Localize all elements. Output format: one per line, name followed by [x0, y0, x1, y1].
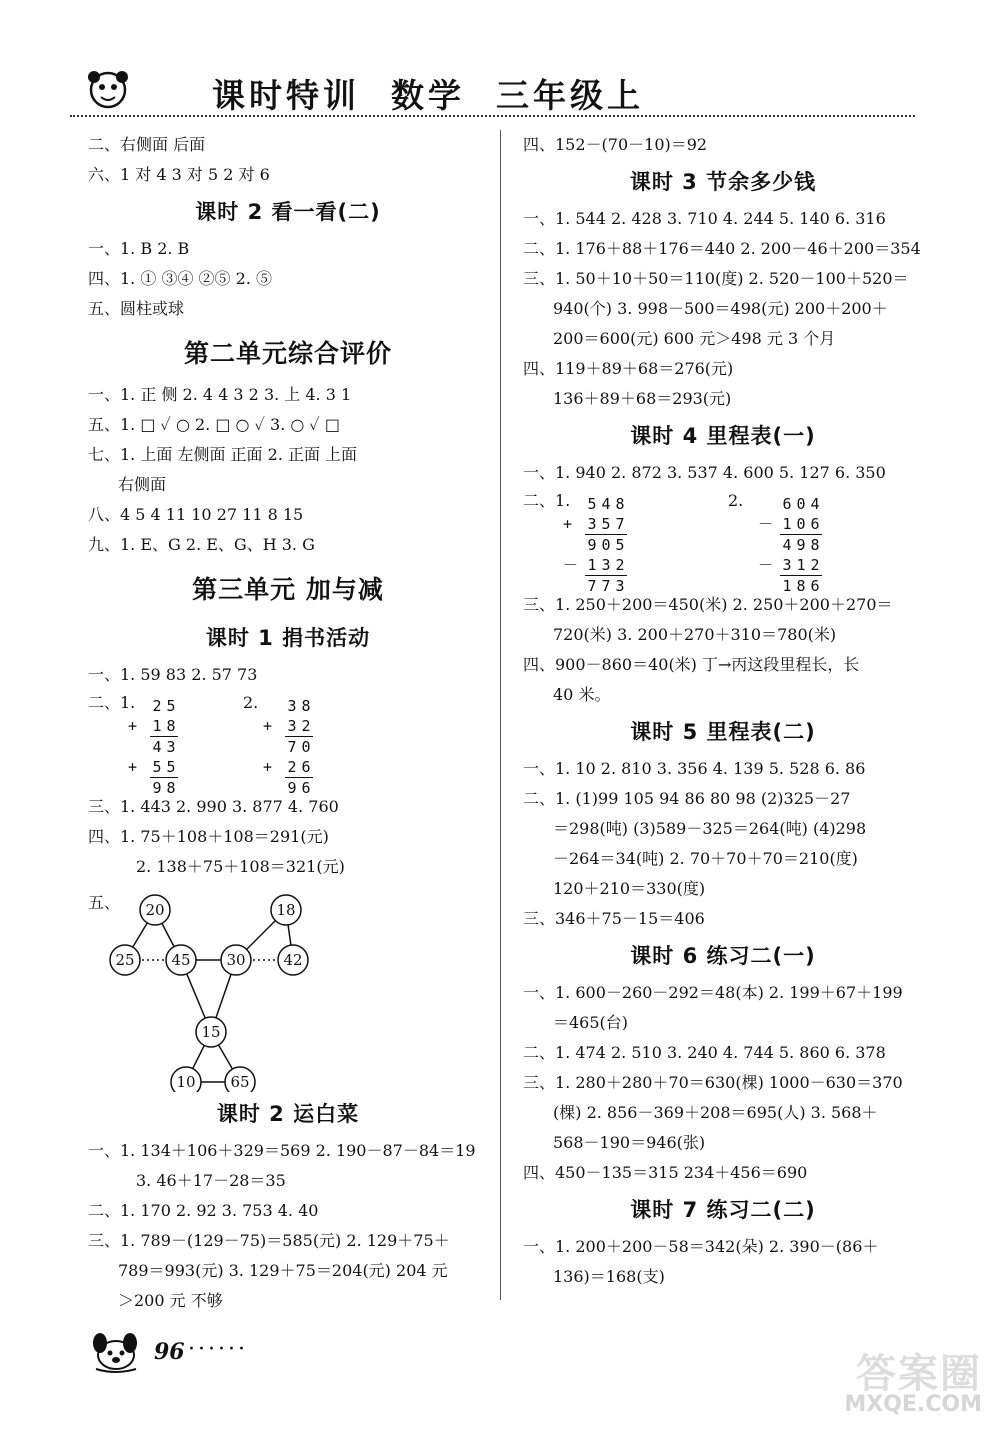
answer-line: 四、450－135＝315 234＋456＝690: [523, 1163, 808, 1182]
answer-line: 四、1. 75＋108＋108＝291(元): [88, 827, 329, 846]
answer-line: 三、346＋75－15＝406: [523, 909, 705, 928]
vertical-calculation: 2 5 + 1 8 4 3 + 5 5 9 8: [128, 696, 178, 798]
answer-line: 136)＝168(支): [553, 1267, 665, 1286]
answer-line: 五、1. □ ✓ ○ 2. □ ○ ✓ 3. ○ ✓ □: [88, 415, 340, 434]
lesson-heading: 课时 3 节余多少钱: [629, 170, 817, 194]
mascot-icon: [85, 66, 131, 112]
vertical-calculation: 6 0 4 － 1 0 6 4 9 8 － 3 1 2 1 8 6: [758, 494, 822, 596]
calc-label: 二、1.: [523, 491, 571, 510]
page-header: [70, 60, 930, 120]
answer-line: 3. 46＋17－28＝35: [136, 1171, 286, 1190]
left-column: [88, 130, 488, 1316]
vertical-calculation: 3 8 + 3 2 7 0 + 2 6 9 6: [263, 696, 313, 798]
answer-line: 二、1. 170 2. 92 3. 753 4. 40: [88, 1201, 319, 1220]
number-triangle-diagram: [88, 882, 488, 1092]
answer-line: 四、1. ① ③④ ②⑤ 2. ⑤: [88, 269, 272, 288]
right-column: [523, 130, 923, 1292]
lesson-heading: 课时 7 练习二(二): [630, 1198, 816, 1222]
answer-line: 2. 138＋75＋108＝321(元): [136, 857, 345, 876]
watermark: [820, 1340, 990, 1425]
page-title: 课时特训 数学 三年级上: [212, 76, 644, 115]
answer-line: 三、1. 280＋280＋70＝630(棵) 1000－630＝370: [523, 1073, 903, 1092]
calc-label: 二、1.: [88, 693, 136, 712]
vertical-calc-row: [88, 690, 488, 797]
answer-line: －264＝34(吨) 2. 70＋70＋70＝210(度): [553, 849, 858, 868]
node-value: 65: [230, 1073, 250, 1091]
header-rule: [70, 115, 915, 117]
answer-line: 二、1. (1)99 105 94 86 80 98 (2)325－27: [523, 789, 851, 808]
answer-line: 三、1. 443 2. 990 3. 877 4. 760: [88, 797, 339, 816]
answer-line: 一、1. 544 2. 428 3. 710 4. 244 5. 140 6. 316: [523, 209, 886, 228]
answer-line: 120＋210＝330(度): [553, 879, 706, 898]
page-footer: [88, 1325, 328, 1375]
answer-line: ＞200 元 不够: [118, 1291, 223, 1310]
calc-label: 2.: [728, 491, 744, 510]
node-value: 20: [145, 901, 165, 919]
answer-line: 右侧面: [118, 475, 167, 494]
diagram-label: 五、: [88, 893, 121, 912]
answer-line: ＝298(吨) (3)589－325＝264(吨) (4)298: [553, 819, 867, 838]
answer-line: 789＝993(元) 3. 129＋75＝204(元) 204 元: [118, 1261, 448, 1280]
page-dots: ······: [188, 1337, 248, 1362]
answer-line: 一、1. 600－260－292＝48(本) 2. 199＋67＋199: [523, 983, 903, 1002]
vertical-calculation: 5 4 8 + 3 5 7 9 0 5 － 1 3 2 7 7 3: [563, 494, 627, 596]
answer-line: 三、1. 50＋10＋50＝110(度) 2. 520－100＋520＝: [523, 269, 909, 288]
answer-line: 四、119＋89＋68＝276(元): [523, 359, 734, 378]
watermark-logo: 答案圈: [856, 1351, 982, 1397]
unit-heading: 第三单元 加与减: [192, 575, 384, 604]
lesson-heading: 课时 5 里程表(二): [630, 720, 816, 744]
answer-line: 200＝600(元) 600 元＞498 元 3 个月: [553, 329, 836, 348]
answer-line: ＝465(台): [553, 1013, 629, 1032]
answer-line: 三、1. 789－(129－75)＝585(元) 2. 129＋75＋: [88, 1231, 450, 1250]
node-value: 45: [171, 951, 191, 969]
answer-line: 二、1. 474 2. 510 3. 240 4. 744 5. 860 6. 378: [523, 1043, 886, 1062]
node-value: 30: [226, 951, 246, 969]
answer-line: 一、1. 134＋106＋329＝569 2. 190－87－84＝19: [88, 1141, 476, 1160]
calc-label: 2.: [243, 693, 259, 712]
answer-line: 940(个) 3. 998－500＝498(元) 200＋200＋: [553, 299, 888, 318]
answer-line: 一、1. B 2. B: [88, 239, 190, 258]
watermark-url: MXQE.COM: [844, 1392, 982, 1417]
answer-line: 40 米。: [553, 685, 611, 704]
answer-line: 一、1. 正 侧 2. 4 4 3 2 3. 上 4. 3 1: [88, 385, 352, 404]
lesson-heading: 课时 2 看一看(二): [195, 200, 381, 224]
column-divider: [500, 130, 501, 1300]
answer-line: 一、1. 200＋200－58＝342(朵) 2. 390－(86＋: [523, 1237, 879, 1256]
answer-line: 四、152－(70－10)＝92: [523, 135, 708, 154]
answer-line: 二、右侧面 后面: [88, 135, 206, 154]
lesson-heading: 课时 6 练习二(一): [630, 944, 816, 968]
node-value: 42: [283, 951, 303, 969]
answer-line: (棵) 2. 856－369＋208＝695(人) 3. 568＋: [553, 1103, 878, 1122]
node-value: 15: [201, 1023, 221, 1041]
answer-line: 七、1. 上面 左侧面 正面 2. 正面 上面: [88, 445, 358, 464]
unit-heading: 第二单元综合评价: [183, 339, 392, 368]
answer-line: 136＋89＋68＝293(元): [553, 389, 732, 408]
lesson-heading: 课时 1 捐书活动: [205, 626, 371, 650]
answer-line: 四、900－860＝40(米) 丁→丙这段里程长，长: [523, 655, 860, 674]
answer-line: 720(米) 3. 200＋270＋310＝780(米): [553, 625, 837, 644]
answer-line: 五、圆柱或球: [88, 299, 185, 318]
answer-line: 568－190＝946(张): [553, 1133, 706, 1152]
answer-line: 二、1. 176＋88＋176＝440 2. 200－46＋200＝354: [523, 239, 921, 258]
answer-line: 三、1. 250＋200＝450(米) 2. 250＋200＋270＝: [523, 595, 893, 614]
node-value: 10: [176, 1073, 196, 1091]
triangle-diagram: [108, 882, 328, 1092]
node-value: 25: [115, 951, 135, 969]
node-value: 18: [276, 901, 296, 919]
answer-line: 九、1. E、G 2. E、G、H 3. G: [88, 535, 315, 554]
answer-line: 一、1. 59 83 2. 57 73: [88, 665, 258, 684]
answer-line: 六、1 对 4 3 对 5 2 对 6: [88, 165, 270, 184]
lesson-heading: 课时 4 里程表(一): [630, 424, 816, 448]
page-number: 96: [154, 1339, 185, 1365]
lesson-heading: 课时 2 运白菜: [216, 1102, 360, 1126]
answer-line: 一、1. 10 2. 810 3. 356 4. 139 5. 528 6. 86: [523, 759, 866, 778]
answer-line: 八、4 5 4 11 10 27 11 8 15: [88, 505, 304, 524]
dog-mascot-icon: [88, 1325, 148, 1373]
vertical-calc-row: [523, 488, 923, 595]
answer-line: 一、1. 940 2. 872 3. 537 4. 600 5. 127 6. 350: [523, 463, 886, 482]
